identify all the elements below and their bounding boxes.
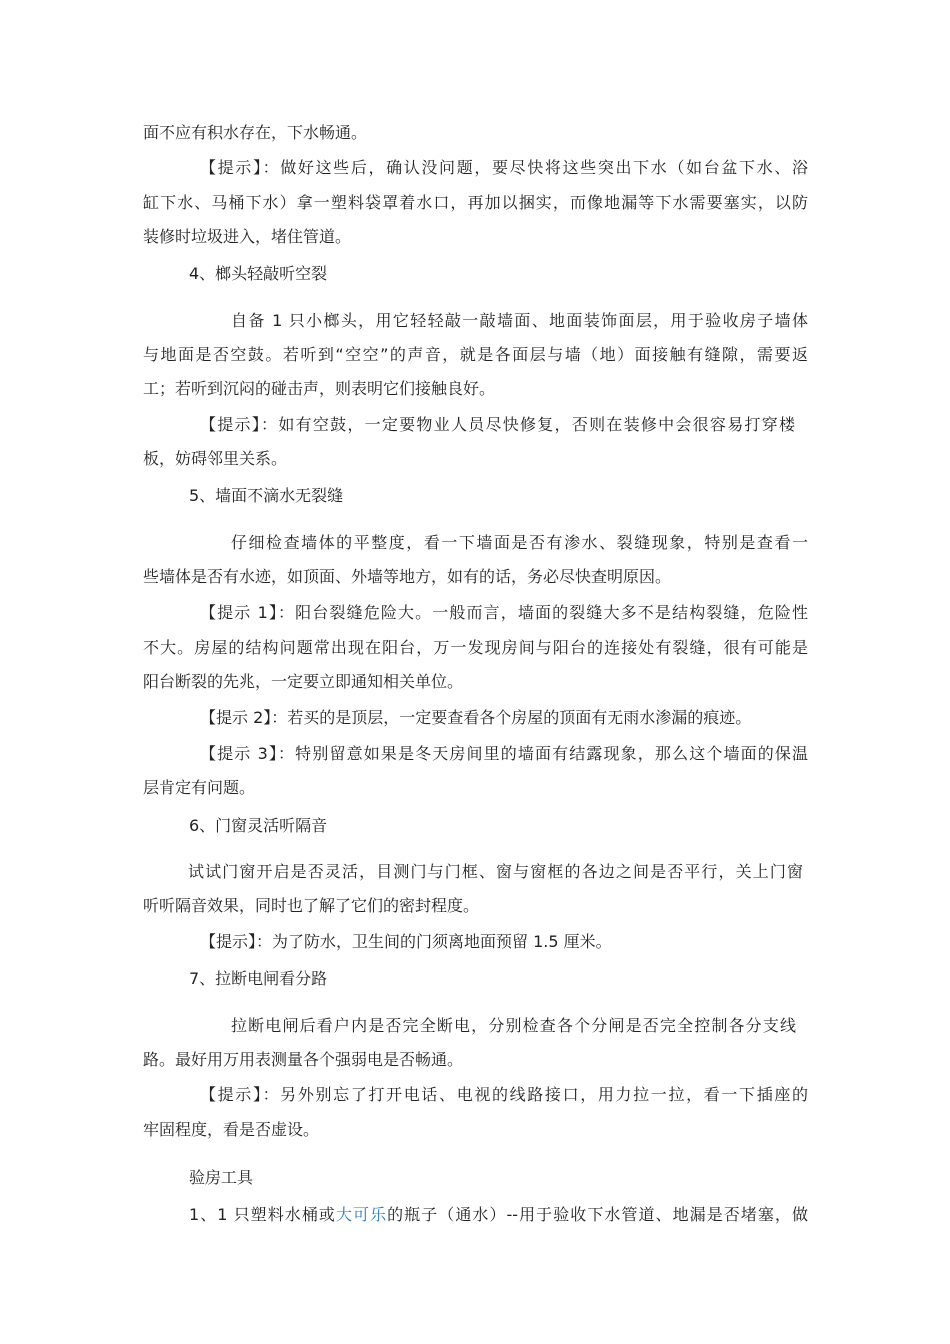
tip-line: 【提示】：为了防水，卫生间的门须离地面预留 1.5 厘米。 (200, 932, 612, 951)
paragraph-line: 与地面是否空鼓。若听到“空空”的声音，就是各面层与墙（地）面接触有缝隙，需要返 (143, 345, 808, 364)
tip-line: 【提示 3】：特别留意如果是冬天房间里的墙面有结露现象，那么这个墙面的保温 (200, 744, 808, 763)
section-heading: 4、榔头轻敲听空裂 (189, 264, 328, 283)
paragraph-line: 工；若听到沉闷的碰击声，则表明它们接触良好。 (143, 379, 496, 398)
tool-item-line (189, 1205, 808, 1225)
paragraph-line: 自备 1 只小榔头，用它轻轻敲一敲墙面、地面装饰面层，用于验收房子墙体 (231, 311, 808, 330)
tip-line: 【提示 1】：阳台裂缝危险大。一般而言，墙面的裂缝大多不是结构裂缝，危险性 (200, 603, 808, 622)
paragraph-line: 牢固程度，看是否虚设。 (143, 1120, 320, 1139)
paragraph-line: 听听隔音效果，同时也了解了它们的密封程度。 (143, 896, 480, 915)
paragraph-line: 阳台断裂的先兆，一定要立即通知相关单位。 (143, 672, 464, 691)
cola-link[interactable]: 大可乐 (335, 1205, 388, 1224)
tool-item-text: 的瓶子（通水）--用于验收下水管道、地漏是否堵塞，做 (387, 1205, 808, 1224)
paragraph-line: 装修时垃圾进入，堵住管道。 (143, 227, 352, 246)
section-heading: 5、墙面不滴水无裂缝 (189, 486, 344, 505)
tip-line: 【提示】：另外别忘了打开电话、电视的线路接口，用力拉一拉，看一下插座的 (200, 1085, 808, 1104)
tip-line: 【提示】：做好这些后，确认没问题，要尽快将这些突出下水（如台盆下水、浴 (200, 158, 808, 177)
paragraph-line: 试试门窗开启是否灵活，目测门与门框、窗与窗框的各边之间是否平行，关上门窗 (188, 862, 803, 881)
paragraph-line: 不大。房屋的结构问题常出现在阳台，万一发现房间与阳台的连接处有裂缝，很有可能是 (143, 638, 808, 657)
tip-line: 【提示 2】：若买的是顶层，一定要查看各个房屋的顶面有无雨水渗漏的痕迹。 (200, 708, 752, 727)
paragraph-line: 些墙体是否有水迹，如顶面、外墙等地方，如有的话，务必尽快查明原因。 (143, 567, 672, 586)
tip-line: 【提示】：如有空鼓，一定要物业人员尽快修复，否则在装修中会很容易打穿楼 (200, 415, 795, 434)
tool-item-text: 1、1 只塑料水桶或 (189, 1205, 336, 1224)
paragraph-line: 面不应有积水存在，下水畅通。 (143, 123, 368, 142)
paragraph-line: 板，妨碍邻里关系。 (143, 449, 288, 468)
paragraph-line: 层肯定有问题。 (143, 778, 256, 797)
paragraph-line: 仔细检查墙体的平整度，看一下墙面是否有渗水、裂缝现象，特别是查看一 (231, 533, 808, 552)
section-heading: 6、门窗灵活听隔音 (189, 816, 328, 835)
paragraph-line: 拉断电闸后看户内是否完全断电，分别检查各个分闸是否完全控制各分支线 (231, 1016, 796, 1035)
paragraph-line: 缸下水、马桶下水）拿一塑料袋罩着水口，再加以捆实，而像地漏等下水需要塞实，以防 (143, 193, 808, 212)
section-heading: 7、拉断电闸看分路 (189, 969, 328, 988)
paragraph-line: 路。最好用万用表测量各个强弱电是否畅通。 (143, 1050, 464, 1069)
section-heading: 验房工具 (189, 1168, 254, 1187)
